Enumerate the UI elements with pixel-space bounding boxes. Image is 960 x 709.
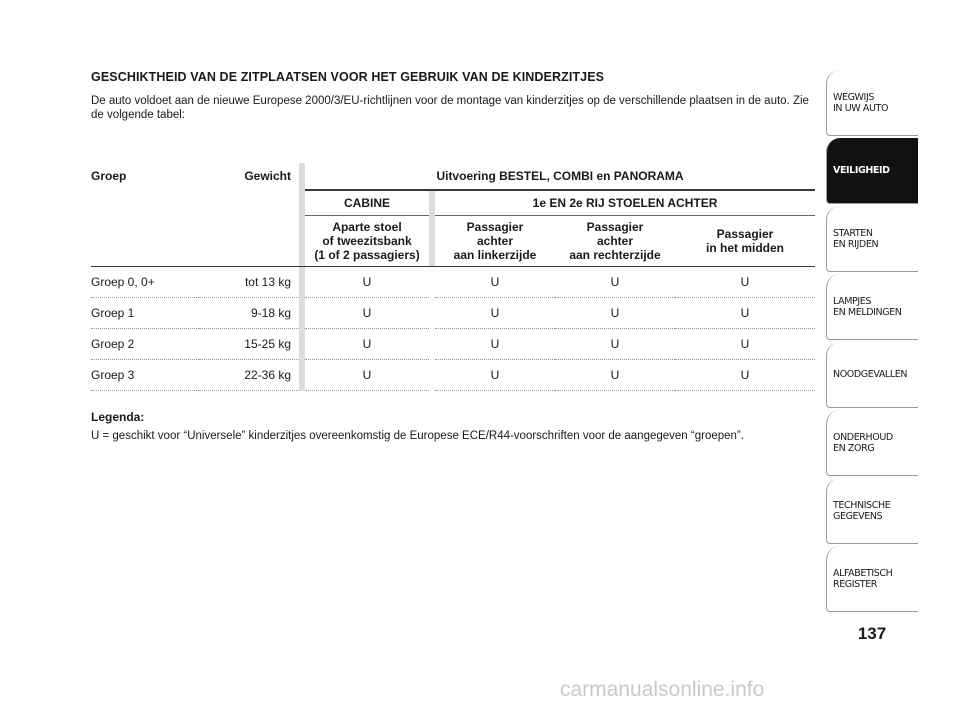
tab-technische[interactable]: TECHNISCHE GEGEVENS	[826, 478, 918, 544]
cell-gewicht: 15-25 kg	[199, 329, 299, 360]
header-groep: Groep	[91, 169, 127, 183]
tab-starten[interactable]: STARTEN EN RIJDEN	[826, 206, 918, 272]
cell-groep: Groep 0, 0+	[91, 267, 199, 298]
cell-value: U	[675, 329, 815, 360]
cell-value: U	[435, 329, 555, 360]
page-number: 137	[857, 624, 887, 643]
cell-value: U	[435, 267, 555, 298]
legend	[91, 410, 815, 442]
watermark: carmanualsonline.info	[560, 678, 765, 701]
cell-value: U	[305, 360, 429, 391]
legend-text: U = geschikt voor “Universele” kinderzitjes overeenkomstig de Europese ECE/R44-voorschriften voor de aangegeven “groepen”.	[91, 430, 744, 442]
tab-onderhoud[interactable]: ONDERHOUD EN ZORG	[826, 410, 918, 476]
cell-gewicht: 9-18 kg	[199, 298, 299, 329]
child-seat-table	[91, 163, 815, 391]
tab-alfabetisch[interactable]: ALFABETISCH REGISTER	[826, 546, 918, 612]
cell-value: U	[675, 267, 815, 298]
header-rij-achter: 1e EN 2e RIJ STOELEN ACHTER	[435, 190, 815, 216]
header-uitvoering: Uitvoering BESTEL, COMBI en PANORAMA	[305, 163, 815, 190]
table-row	[91, 267, 815, 298]
page-heading: GESCHIKTHEID VAN DE ZITPLAATSEN VOOR HET GEBRUIK VAN DE KINDERZITJES	[91, 70, 605, 84]
header-seat-middle: Passagier in het midden	[706, 227, 784, 255]
cell-value: U	[305, 267, 429, 298]
table-row	[91, 360, 815, 391]
table-row	[91, 298, 815, 329]
cell-value: U	[555, 298, 675, 329]
cell-groep: Groep 3	[91, 360, 199, 391]
cell-groep: Groep 1	[91, 298, 199, 329]
header-seat-cabine: Aparte stoel of tweezitsbank (1 of 2 passagiers)	[314, 220, 420, 262]
main-content	[91, 70, 815, 122]
cell-value: U	[555, 267, 675, 298]
tab-veiligheid[interactable]: VEILIGHEID	[826, 138, 918, 204]
tab-lampjes[interactable]: LAMPJES EN MELDINGEN	[826, 274, 918, 340]
cell-value: U	[435, 298, 555, 329]
intro-paragraph: De auto voldoet aan de nieuwe Europese 2000/3/EU-richtlijnen voor de montage van kinderzitjes op de verschillende plaatsen in de auto. Zie de volgende tabel:	[91, 95, 809, 121]
legend-title: Legenda:	[91, 410, 145, 424]
tab-noodgevallen[interactable]: NOODGEVALLEN	[826, 342, 918, 408]
cell-value: U	[435, 360, 555, 391]
cell-value: U	[555, 329, 675, 360]
chapter-tabs	[826, 70, 918, 614]
cell-value: U	[675, 360, 815, 391]
cell-value: U	[305, 329, 429, 360]
header-seat-right: Passagier achter aan rechterzijde	[569, 220, 661, 262]
cell-groep: Groep 2	[91, 329, 199, 360]
cell-value: U	[305, 298, 429, 329]
cell-value: U	[555, 360, 675, 391]
header-gewicht: Gewicht	[244, 169, 291, 183]
header-cabine: CABINE	[305, 190, 429, 216]
table-row	[91, 329, 815, 360]
cell-gewicht: 22-36 kg	[199, 360, 299, 391]
header-seat-left: Passagier achter aan linkerzijde	[453, 220, 537, 262]
tab-wegwijs[interactable]: WEGWIJS IN UW AUTO	[826, 70, 918, 136]
cell-gewicht: tot 13 kg	[199, 267, 299, 298]
cell-value: U	[675, 298, 815, 329]
